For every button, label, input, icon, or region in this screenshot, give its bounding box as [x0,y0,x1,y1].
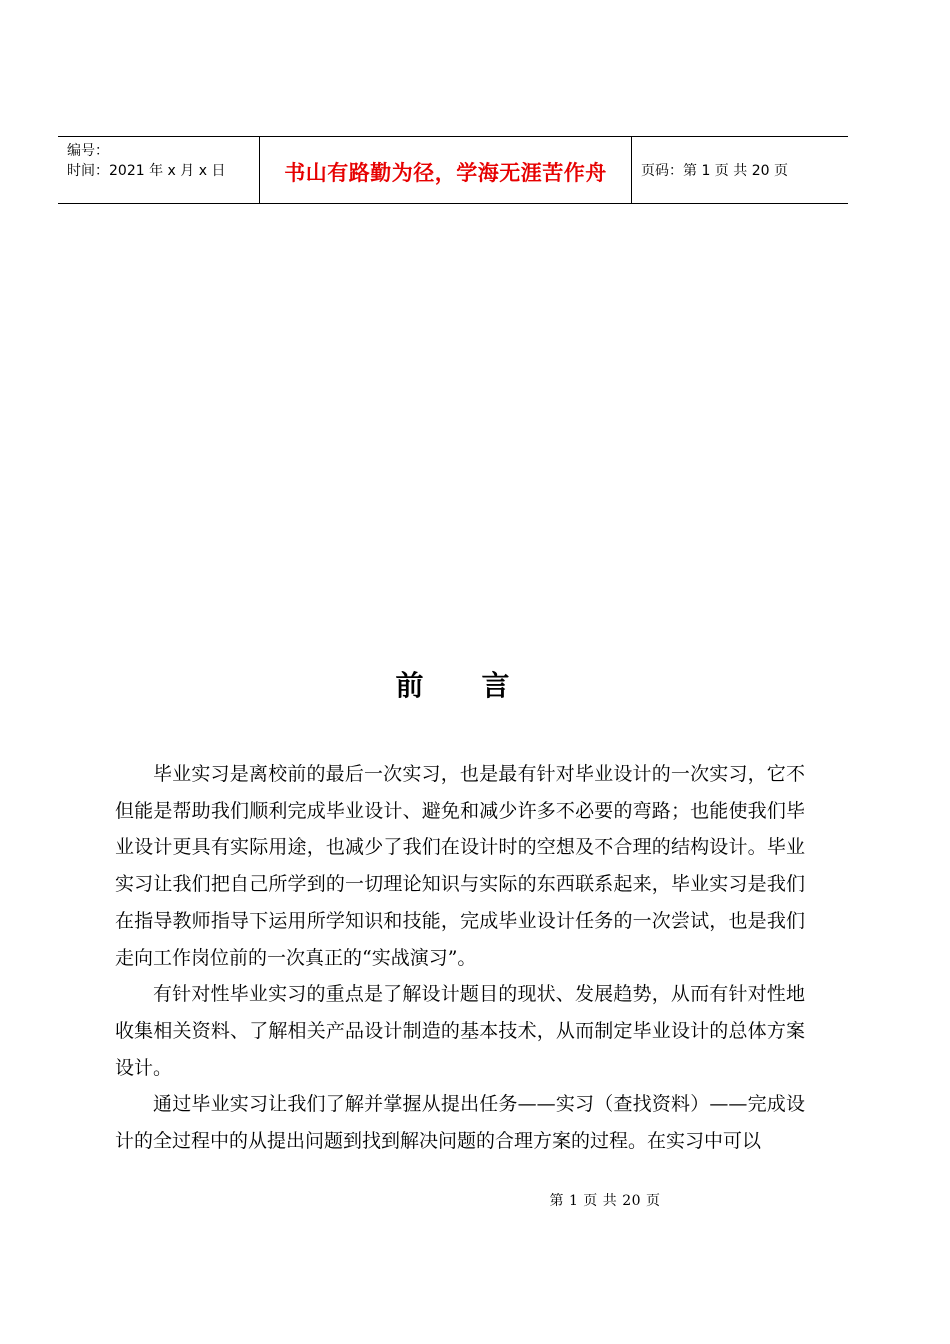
paragraph-3: 通过毕业实习让我们了解并掌握从提出任务——实习（查找资料）——完成设计的全过程中的从提出问题到找到解决问题的合理方案的过程。在实习中可以 [115,1093,805,1153]
header-page-cell [632,137,848,203]
paragraph-2: 有针对性毕业实习的重点是了解设计题目的现状、发展趋势，从而有针对性地收集相关资料、了解相关产品设计制造的基本技术，从而制定毕业设计的总体方案设计。 [115,983,805,1079]
body-text [115,756,805,1160]
date-label: 时间：2021 年 x 月 x 日 [67,163,226,179]
header-motto-cell [259,137,632,203]
page-footer: 第 1 页 共 20 页 [549,1193,661,1209]
paragraph-1: 毕业实习是离校前的最后一次实习，也是最有针对毕业设计的一次实习，它不但能是帮助我们顺利完成毕业设计、避免和减少许多不必要的弯路；也能使我们毕业设计更具有实际用途，也减少了我们在设计时的空想及不合理的结构设计。毕业实习让我们把自己所学到的一切理论知识与实际的东西联系起来，毕业实习是我们在指导教师指导下运用所学知识和技能，完成毕业设计任务的一次尝试，也是我们走向工作岗位前的一次真正的“实战演习”。 [115,763,805,969]
title-char-1: 前 [395,669,424,702]
header-info-cell [58,137,259,203]
header-table [58,136,848,204]
title-char-2: 言 [481,669,510,702]
motto-text: 书山有路勤为径，学海无涯苦作舟 [284,160,607,185]
serial-number-label: 编号： [67,143,109,159]
page-title [0,664,905,704]
header-page-code: 页码：第 1 页 共 20 页 [641,163,788,179]
